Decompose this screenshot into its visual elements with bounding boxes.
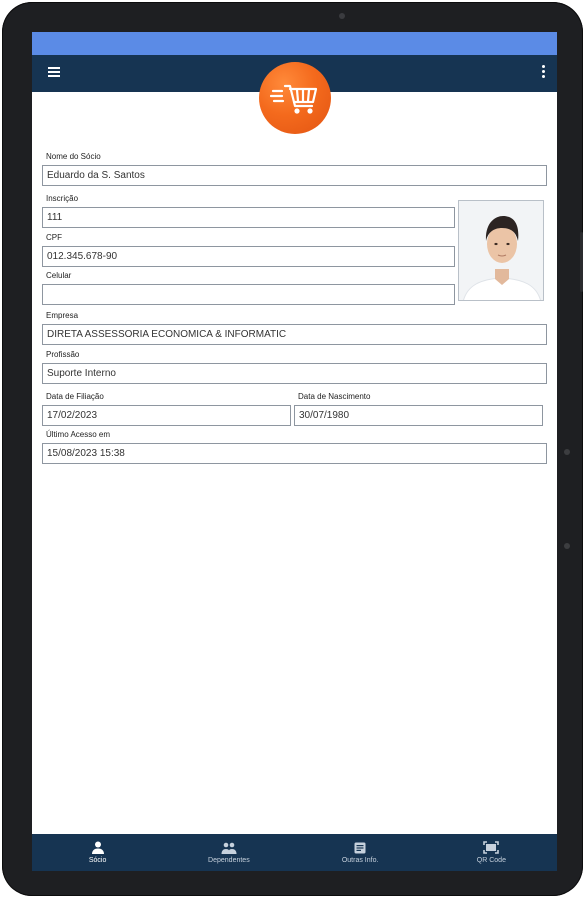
front-camera — [339, 13, 345, 19]
celular-field[interactable] — [42, 284, 455, 305]
nav-dependentes-label: Dependentes — [208, 856, 250, 864]
nav-socio-label: Sócio — [88, 857, 107, 864]
cpf-label: CPF — [46, 233, 62, 242]
data-filiacao-label: Data de Filiação — [46, 392, 104, 401]
screen — [32, 32, 557, 871]
nav-qr-code[interactable] — [426, 834, 557, 871]
inscricao-field[interactable]: 111 — [42, 207, 455, 228]
empresa-field[interactable]: DIRETA ASSESSORIA ECONOMICA & INFORMATIC — [42, 324, 547, 345]
shopping-cart-icon — [270, 80, 320, 116]
power-key — [580, 232, 583, 292]
more-options-icon[interactable] — [539, 65, 547, 81]
app-logo — [259, 62, 331, 134]
group-icon — [221, 842, 237, 854]
empresa-label: Empresa — [46, 311, 79, 320]
hamburger-menu-icon[interactable] — [48, 67, 60, 77]
tablet-frame — [2, 2, 583, 896]
profissao-field[interactable]: Suporte Interno — [42, 363, 547, 384]
celular-label: Celular — [46, 271, 72, 280]
data-nascimento-label: Data de Nascimento — [298, 392, 371, 401]
nav-dependentes[interactable] — [163, 834, 294, 871]
nav-qr-code-label: QR Code — [476, 857, 506, 864]
nome-socio-label: Nome do Sócio — [46, 152, 101, 161]
profissao-label: Profissão — [46, 350, 80, 359]
nav-outras-info-label: Outras Info. — [341, 856, 379, 864]
cpf-field[interactable]: 012.345.678-90 — [42, 246, 455, 267]
member-photo-image — [459, 201, 544, 301]
nav-outras-info[interactable] — [295, 834, 426, 871]
inscricao-label: Inscrição — [46, 194, 79, 203]
side-button — [564, 449, 570, 455]
data-filiacao-field[interactable]: 17/02/2023 — [42, 405, 291, 426]
side-button — [564, 543, 570, 549]
status-bar — [32, 32, 557, 55]
ultimo-acesso-label: Último Acesso em — [46, 430, 111, 439]
member-photo — [458, 200, 544, 301]
bottom-navigation — [32, 834, 557, 871]
ultimo-acesso-field[interactable]: 15/08/2023 15:38 — [42, 443, 547, 464]
nome-socio-field[interactable]: Eduardo da S. Santos — [42, 165, 547, 186]
person-icon — [91, 841, 105, 854]
nav-socio[interactable] — [32, 834, 163, 871]
info-card-icon — [354, 842, 366, 854]
data-nascimento-field[interactable]: 30/07/1980 — [294, 405, 543, 426]
qr-scan-icon — [483, 841, 499, 854]
